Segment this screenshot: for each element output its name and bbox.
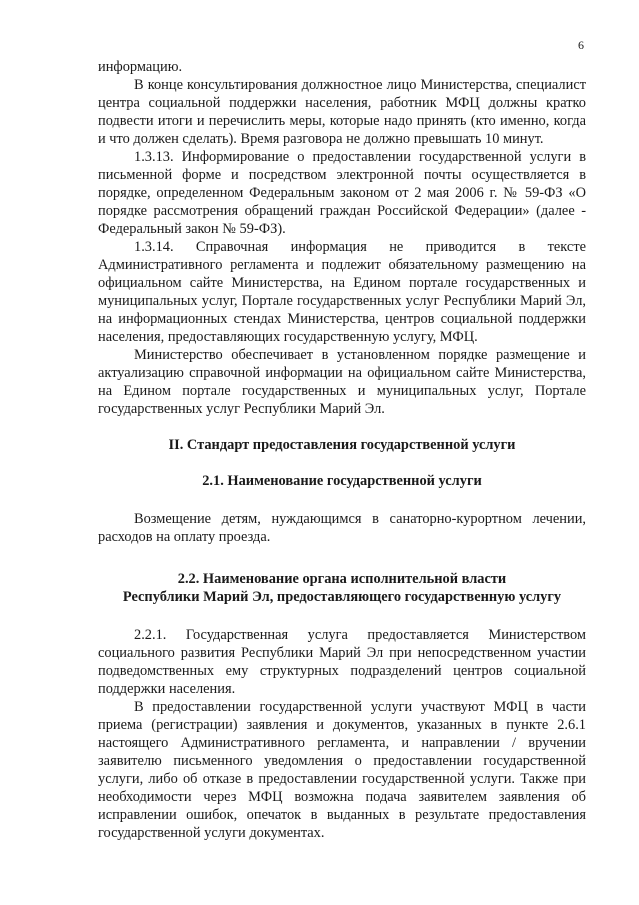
subsection-heading: 2.1. Наименование государственной услуги [202, 473, 482, 489]
section-heading: II. Стандарт предоставления государственной услуги [168, 437, 516, 453]
paragraph: 1.3.14. Справочная информация не приводится в тексте Административного регламента и подлежит обязательному размещению на официальном сайте Министерства, на Едином портале государственных и муниципальных услуг, Портале государственных услуг Республики Марий Эл, на информационных стендах Министерства, центров социальной поддержки населения, предоставляющих государственную услугу, МФЦ. [98, 239, 586, 345]
paragraph: Министерство обеспечивает в установленном порядке размещение и актуализацию справочной информации на официальном сайте Министерства, на Едином портале государственных и муниципальных услуг, Портале государственных услуг Республики Марий Эл. [98, 347, 586, 417]
paragraph: В предоставлении государственной услуги участвуют МФЦ в части приема (регистрации) заявления и документов, указанных в пункте 2.6.1 настоящего Административного регламента, и направлении / вручении заявителю письменного уведомления о предоставлении государственной услуги, либо об отказе в предоставлении государственной услуги. Также при необходимости через МФЦ возможна подача заявителем заявления об исправлении ошибок, опечаток в выданных в результате предоставления государственной услуги документах. [98, 699, 586, 841]
paragraph: Возмещение детям, нуждающимся в санаторно-курортном лечении, расходов на оплату проезда. [98, 511, 586, 545]
page-number: 6 [578, 38, 584, 52]
paragraph: информацию. [98, 59, 183, 75]
subsection-heading [98, 570, 586, 606]
subsection-heading-line: 2.2. Наименование органа исполнительной власти [177, 571, 507, 587]
paragraph: 2.2.1. Государственная услуга предоставляется Министерством социального развития Республики Марий Эл при непосредственном участии подведомственных ему структурных подразделений центров социальной поддержки населения. [98, 627, 586, 697]
paragraph: 1.3.13. Информирование о предоставлении государственной услуги в письменной форме и посредством электронной почты осуществляется в порядке, определенном Федеральным законом от 2 мая 2006 г. № 59-ФЗ «О порядке рассмотрения обращений граждан Российской Федерации» (далее - Федеральный закон № 59-ФЗ). [98, 149, 586, 237]
subsection-heading-line: Республики Марий Эл, предоставляющего государственную услугу [122, 589, 562, 605]
document-body [98, 58, 586, 842]
paragraph: В конце консультирования должностное лицо Министерства, специалист центра социальной поддержки населения, работник МФЦ должны кратко подвести итоги и перечислить меры, которые надо принять (кто именно, когда и что должен сделать). Время разговора не должно превышать 10 минут. [98, 77, 586, 147]
